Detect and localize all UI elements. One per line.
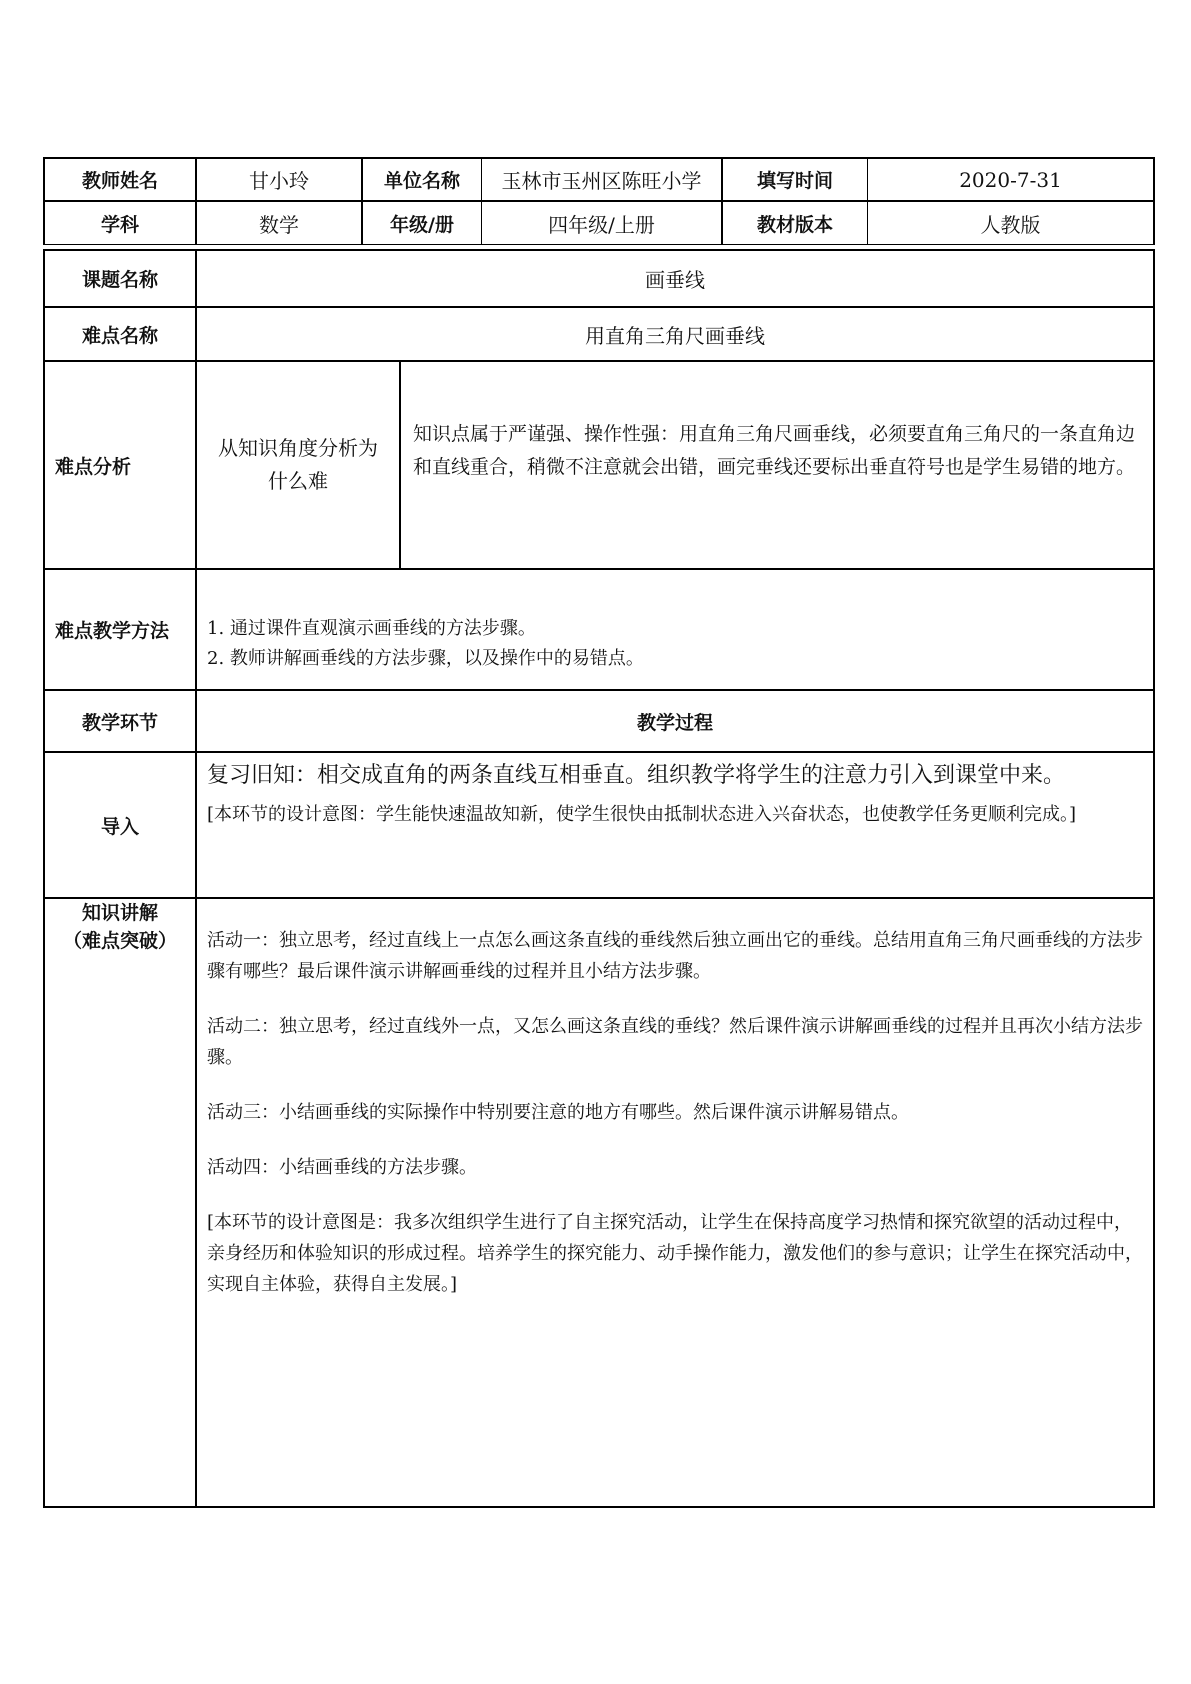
intro-label: 导入 bbox=[100, 815, 139, 838]
process-title: 教学过程 bbox=[195, 691, 1153, 751]
topic-label: 课题名称 bbox=[81, 269, 158, 291]
difficulty-value: 用直角三角尺画垂线 bbox=[195, 308, 1153, 360]
analysis-label: 难点分析 bbox=[55, 455, 132, 478]
explain-row bbox=[43, 898, 1155, 1508]
lesson-plan-table bbox=[43, 157, 1155, 1508]
explain-label: 知识讲解 bbox=[81, 902, 158, 924]
method-row bbox=[43, 569, 1155, 690]
activity-item: 活动一：独立思考，经过直线上一点怎么画这条直线的垂线然后独立画出它的垂线。总结用直角三角尺画垂线的方法步骤有哪些？最后课件演示讲解画垂线的过程并且小结方法步骤。 bbox=[207, 930, 1143, 982]
unit-value: 玉林市玉州区陈旺小学 bbox=[481, 159, 721, 200]
info-row-2 bbox=[43, 201, 1155, 245]
intro-text: 复习旧知：相交成直角的两条直线互相垂直。组织教学将学生的注意力引入到课堂中来。 bbox=[207, 763, 1066, 788]
grade-value: 四年级/上册 bbox=[481, 202, 721, 244]
subject-label: 学科 bbox=[100, 213, 139, 236]
intro-content bbox=[195, 753, 1153, 897]
edition-value: 人教版 bbox=[867, 202, 1153, 244]
analysis-row bbox=[43, 361, 1155, 569]
explain-label-sub: （难点突破） bbox=[62, 930, 177, 952]
teacher-label: 教师姓名 bbox=[81, 170, 158, 192]
activity-item: 活动三：小结画垂线的实际操作中特别要注意的地方有哪些。然后课件演示讲解易错点。 bbox=[207, 1102, 909, 1123]
difficulty-row bbox=[43, 307, 1155, 361]
activity-item: 活动二：独立思考，经过直线外一点，又怎么画这条直线的垂线？然后课件演示讲解画垂线的过程并且再次小结方法步骤。 bbox=[207, 1016, 1143, 1068]
process-stage-label: 教学环节 bbox=[81, 711, 158, 734]
unit-label: 单位名称 bbox=[361, 159, 481, 200]
method-item: 2. 教师讲解画垂线的方法步骤，以及操作中的易错点。 bbox=[207, 648, 644, 669]
method-content bbox=[195, 570, 1153, 689]
method-item: 1. 通过课件直观演示画垂线的方法步骤。 bbox=[207, 618, 536, 639]
method-label: 难点教学方法 bbox=[55, 620, 170, 642]
process-header-row bbox=[43, 690, 1155, 752]
explain-label-cell bbox=[45, 899, 195, 1506]
explain-intent: [本环节的设计意图是：我多次组织学生进行了自主探究活动，让学生在保持高度学习热情和探究欲望的活动过程中，亲身经历和体验知识的形成过程。培养学生的探究能力、动手操作能力，激发他们的参与意识；让学生在探究活动中，实现自主体验，获得自主发展。] bbox=[207, 1212, 1143, 1295]
analysis-sub-label: 从知识角度分析为什么难 bbox=[195, 362, 399, 568]
info-row-1 bbox=[43, 157, 1155, 201]
edition-label: 教材版本 bbox=[721, 202, 867, 244]
intro-intent: [本环节的设计意图：学生能快速温故知新，使学生很快由抵制状态进入兴奋状态，也使教学任务更顺利完成。] bbox=[207, 804, 1077, 825]
subject-value: 数学 bbox=[195, 202, 361, 244]
grade-label: 年级/册 bbox=[361, 202, 481, 244]
topic-value: 画垂线 bbox=[195, 251, 1153, 306]
difficulty-label: 难点名称 bbox=[81, 324, 158, 347]
analysis-text: 知识点属于严谨强、操作性强：用直角三角尺画垂线，必须要直角三角尺的一条直角边和直线重合，稍微不注意就会出错，画完垂线还要标出垂直符号也是学生易错的地方。 bbox=[399, 362, 1153, 568]
activity-item: 活动四：小结画垂线的方法步骤。 bbox=[207, 1157, 477, 1178]
date-value: 2020-7-31 bbox=[867, 159, 1153, 200]
teacher-value: 甘小玲 bbox=[195, 159, 361, 200]
date-label: 填写时间 bbox=[721, 159, 867, 200]
explain-content bbox=[195, 899, 1153, 1506]
topic-row bbox=[43, 249, 1155, 307]
intro-row bbox=[43, 752, 1155, 898]
